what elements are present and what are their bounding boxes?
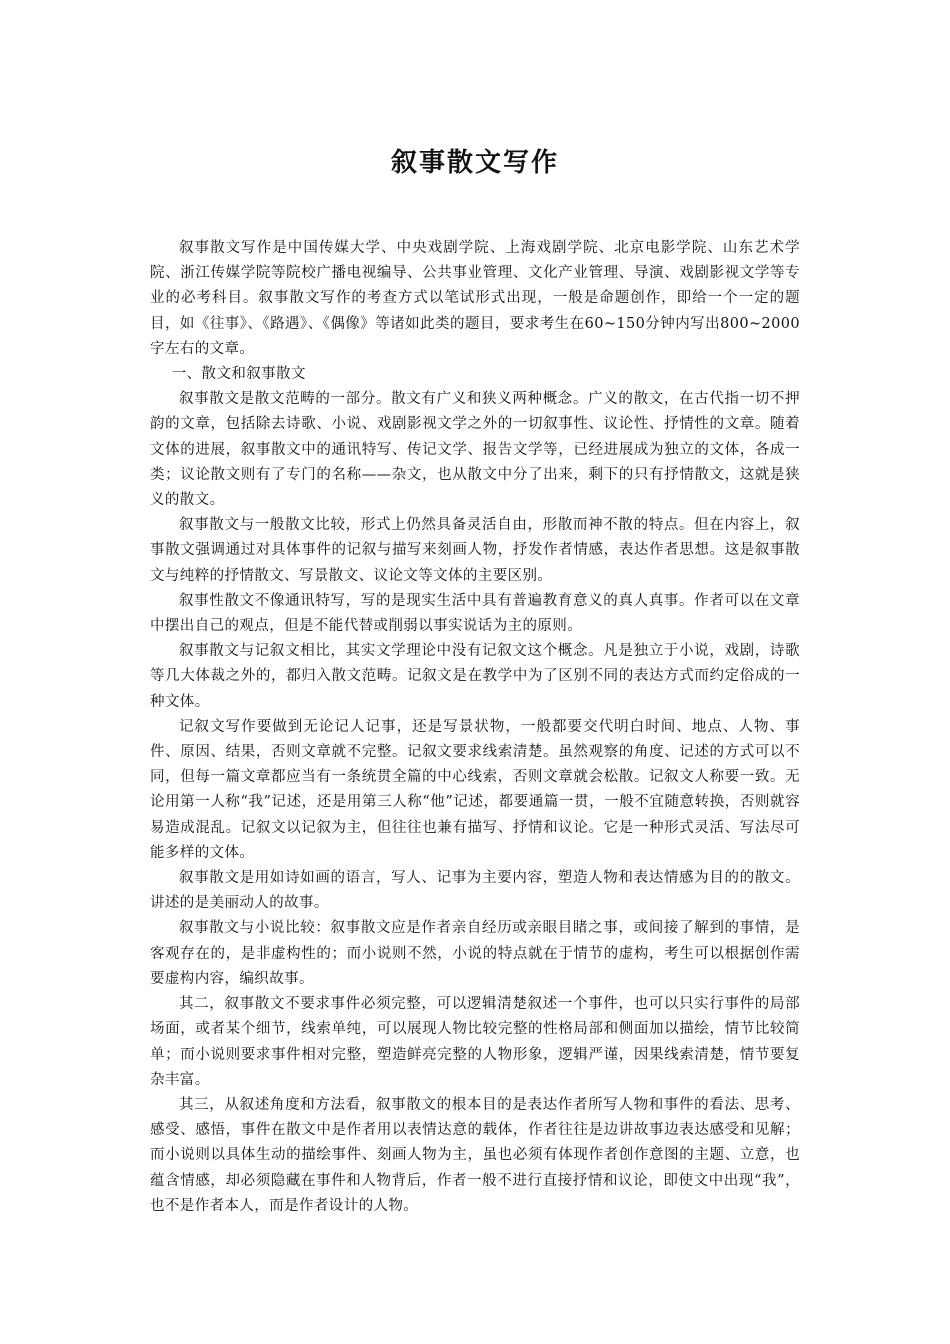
body-paragraph: 叙事散文与记叙文相比，其实文学理论中没有记叙文这个概念。凡是独立于小说，戏剧，诗歌等几大体裁之外的，都归入散文范畴。记叙文是在教学中为了区别不同的表达方式而约定俗成的一种文体。 [150, 643, 800, 710]
intro-paragraph: 叙事散文写作是中国传媒大学、中央戏剧学院、上海戏剧学院、北京电影学院、山东艺术学院、浙江传媒学院等院校广播电视编导、公共事业管理、文化产业管理、导演、戏剧影视文学等专业的必考科目。叙事散文写作的考查方式以笔试形式出现，一般是命题创作，即给一个一定的题目，如《往事》、《路遇》、《偶像》等诸如此类的题目，要求考生在60~150分钟内写出800~2000字左右的文章。 [150, 240, 800, 357]
body-paragraph: 其三，从叙述角度和方法看，叙事散文的根本目的是表达作者所写人物和事件的看法、思考、感受、感悟，事件在散文中是作者用以表情达意的载体，作者往往是边讲故事边表达感受和见解；而小说则以具体生动的描绘事件、刻画人物为主，虽也必须有体现作者创作意图的主题、立意，也蕴含情感，却必须隐藏在事件和人物背后，作者一般不进行直接抒情和议论，即使文中出现“我”，也不是作者本人，而是作者设计的人物。 [150, 1096, 800, 1214]
body-paragraph: 叙事散文与一般散文比较，形式上仍然具备灵活自由，形散而神不散的特点。但在内容上，叙事散文强调通过对具体事件的记叙与描写来刻画人物，抒发作者情感，表达作者思想。这是叙事散文与纯粹的抒情散文、写景散文、议论文等文体的主要区别。 [150, 517, 800, 584]
body-paragraph: 叙事散文是散文范畴的一部分。散文有广义和狭义两种概念。广义的散文，在古代指一切不押韵的文章，包括除去诗歌、小说、戏剧影视文学之外的一切叙事性、议论性、抒情性的文章。随着文体的进展，叙事散文中的通讯特写、传记文学、报告文学等，已经进展成为独立的文体，各成一类；议论散文则有了专门的名称——杂文，也从散文中分了出来，剩下的只有抒情散文，这就是狭义的散文。 [150, 391, 800, 509]
body-paragraph: 叙事性散文不像通讯特写，写的是现实生活中具有普遍教育意义的真人真事。作者可以在文章中摆出自己的观点，但是不能代替或削弱以事实说话为主的原则。 [150, 592, 800, 635]
document-body [150, 236, 800, 1219]
body-paragraph: 叙事散文是用如诗如画的语言，写人、记事为主要内容，塑造人物和表达情感为目的的散文。讲述的是美丽动人的故事。 [150, 870, 800, 912]
body-paragraph: 叙事散文与小说比较：叙事散文应是作者亲自经历或亲眼目睹之事，或间接了解到的事情，是客观存在的，是非虚构性的；而小说则不然，小说的特点就在于情节的虚构，考生可以根据创作需要虚构内容，编织故事。 [150, 920, 800, 987]
page-title: 叙事散文写作 [390, 148, 559, 178]
body-paragraph: 记叙文写作要做到无论记人记事，还是写景状物，一般都要交代明白时间、地点、人物、事件、原因、结果，否则文章就不完整。记叙文要求线索清楚。虽然观察的角度、记述的方式可以不同，但每一篇文章都应当有一条统贯全篇的中心线索，否则文章就会松散。记叙文人称要一致。无论用第一人称“我”记述，还是用第三人称“他”记述，都要通篇一贯，一般不宜随意转换，否则就容易造成混乱。记叙文以记叙为主，但往往也兼有描写、抒情和议论。它是一种形式灵活、写法尽可能多样的文体。 [150, 718, 800, 861]
section-heading: 一、散文和叙事散文 [171, 366, 306, 383]
body-paragraph: 其二，叙事散文不要求事件必须完整，可以逻辑清楚叙述一个事件，也可以只实行事件的局部场面，或者某个细节，线索单纯，可以展现人物比较完整的性格局部和侧面加以描绘，情节比较简单；而小说则要求事件相对完整，塑造鲜亮完整的人物形象，逻辑严谨，因果线索清楚，情节要复杂丰富。 [150, 996, 800, 1088]
